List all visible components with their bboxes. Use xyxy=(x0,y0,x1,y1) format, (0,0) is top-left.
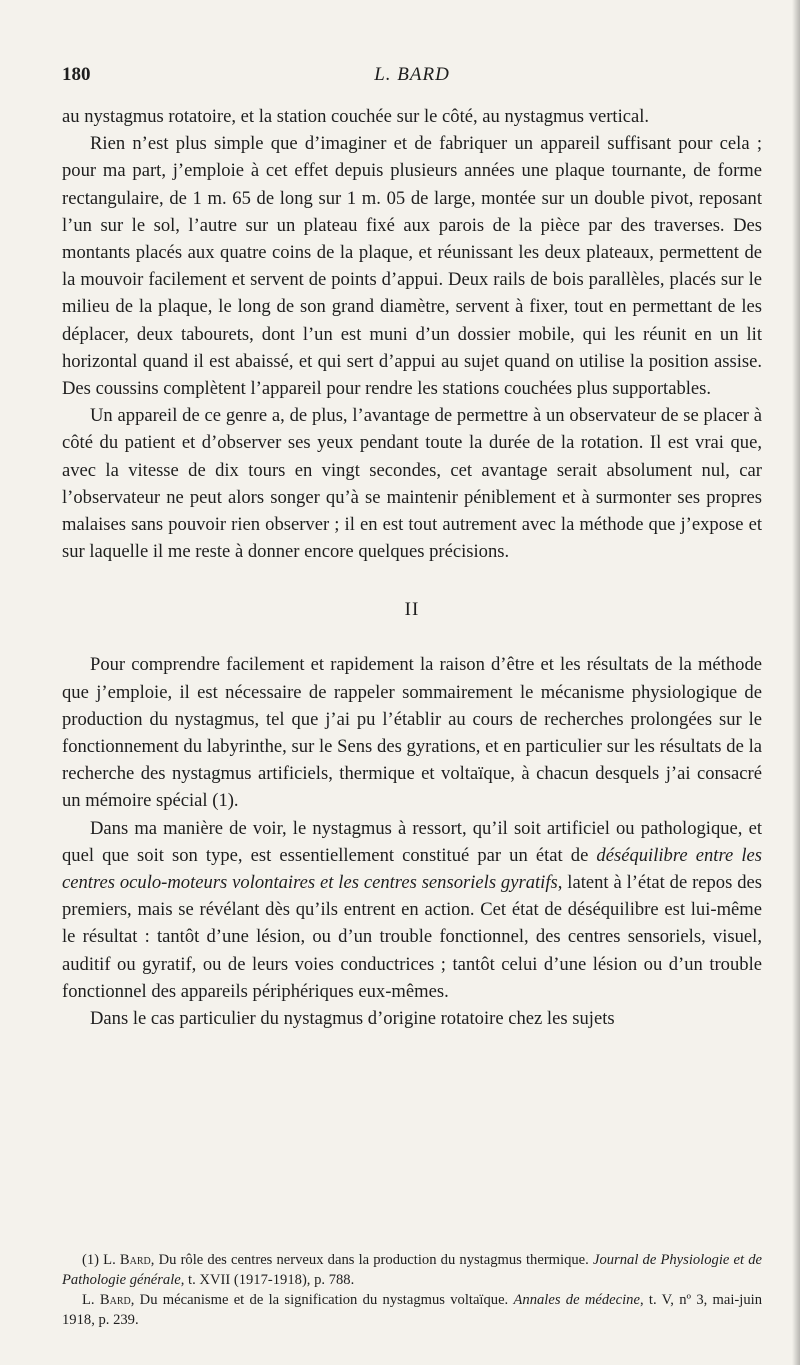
footnote-2-author: Bard xyxy=(99,1292,131,1308)
paragraph-5 xyxy=(62,815,762,1005)
paragraph-5-text-b: , latent à l’état de repos des premiers, mais se révélant dès qu’ils entrent en action. Cet état de déséquilibre est lui-même le résultat : tantôt d’une lésion, ou d’un trouble fonctionnel, des centres sensoriels, visuel, auditif ou gyratif, ou de leurs voies conductrices ; tantôt celui d’une lésion ou d’un trouble fonctionnel des appareils périphériques eux-mêmes. xyxy=(62,872,762,1002)
paragraph-4: Pour comprendre facilement et rapidement la raison d’être et les résultats de la méthode que j’emploie, il est nécessaire de rappeler sommairement le mécanisme physiologique de production du nystagmus, tel que j’ai pu l’établir au cours de recherches prolongées sur le fonctionnement du labyrinthe, sur le Sens des gyrations, et en particulier sur les résultats de la recherche des nystagmus artificiels, thermique et voltaïque, à chacun desquels j’ai consacré un mémoire spécial (1). xyxy=(62,654,762,812)
footnote-1-journal: Journal de Physiologie et de Pathologie générale xyxy=(62,1252,762,1288)
running-head: L. BARD xyxy=(374,64,450,85)
footnote-1-details: , t. XVII (1917-1918), p. 788. xyxy=(180,1272,355,1288)
page-header xyxy=(62,64,762,92)
footnotes xyxy=(62,1250,762,1330)
footnote-1-author: Bard xyxy=(119,1252,151,1268)
body-text xyxy=(62,103,762,1032)
footnote-2 xyxy=(62,1290,762,1330)
footnote-1-prefix: (1) L. xyxy=(82,1252,120,1268)
footnote-1 xyxy=(62,1250,762,1290)
paragraph-5-text-a: Dans ma manière de voir, le nystagmus à ressort, qu’il soit artificiel ou pathologique, et quel que soit son type, est essentiellement constitué par un état de xyxy=(62,817,762,866)
paragraph-3: Un appareil de ce genre a, de plus, l’avantage de permettre à un observateur de se placer à côté du patient et d’observer ses yeux pendant toute la durée de la rotation. Il est vrai que, avec la vitesse de dix tours en vingt secondes, cet avantage serait absolument nul, car l’observateur ne peut alors songer qu’à se maintenir péniblement et à surmonter ses propres malaises sans pouvoir rien observer ; il en est tout autrement avec la méthode que j’expose et sur laquelle il me reste à donner encore quelques précisions. xyxy=(62,405,762,563)
paragraph-2: Rien n’est plus simple que d’imaginer et de fabriquer un appareil suffisant pour cela ; pour ma part, j’emploie à cet effet depuis plusieurs années une plaque tournante, de forme rectangulaire, de 1 m. 65 de long sur 1 m. 05 de large, montée sur un double pivot, reposant l’un sur le sol, l’autre sur un plateau fixé aux parois de la pièce par des traverses. Des montants placés aux quatre coins de la plaque, et réunissant les deux plateaux, permettent de la mouvoir facilement et servent de points d’appui. Deux rails de bois parallèles, placés sur le milieu de la plaque, le long de son grand diamètre, servent à fixer, tout en permettant de les déplacer, deux tabourets, dont l’un est muni d’un dossier mobile, qui les réunit en un lit horizontal quand il est abaissé, et qui sert d’appui au sujet quand on utilise la position assise. Des coussins complètent l’appareil pour rendre les stations couchées plus supportables. xyxy=(62,133,762,400)
page-edge-shadow xyxy=(792,0,800,1365)
paragraph-6: Dans le cas particulier du nystagmus d’origine rotatoire chez les sujets xyxy=(90,1008,615,1030)
footnote-2-journal: Annales de médecine xyxy=(513,1292,640,1308)
section-heading: II xyxy=(404,599,420,621)
footnote-2-title: , Du mécanisme et de la signification du nystagmus voltaïque. xyxy=(130,1292,514,1308)
paragraph-5-emphasis: déséquilibre entre les centres oculo-moteurs volontaires et les centres sensoriels gyratifs xyxy=(62,844,762,894)
footnote-1-title: , Du rôle des centres nerveux dans la production du nystagmus thermique. xyxy=(150,1252,593,1268)
paragraph-1: au nystagmus rotatoire, et la station couchée sur le côté, au nystagmus vertical. xyxy=(62,106,650,127)
footnote-2-details: , t. V, nº 3, mai-juin 1918, p. 239. xyxy=(62,1292,762,1328)
footnote-2-prefix: L. xyxy=(82,1292,100,1308)
page-number: 180 xyxy=(62,64,91,85)
